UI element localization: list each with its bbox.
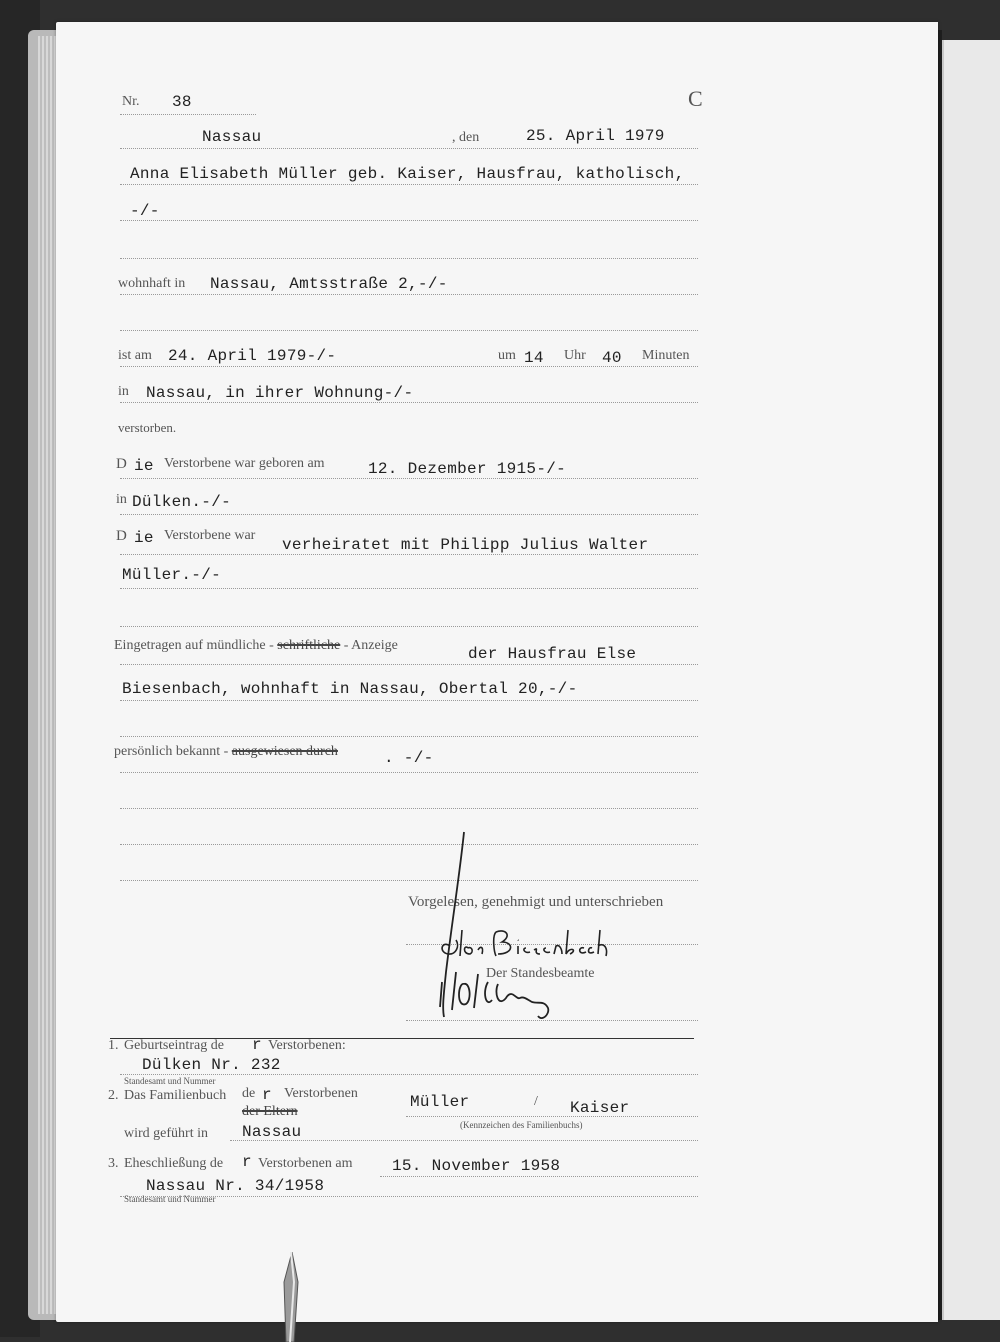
birth-d-label: D [116,456,127,472]
uhr-label: Uhr [564,348,586,363]
marriage-date: 15. November 1958 [392,1157,561,1175]
struck-written: schriftliche [277,638,341,653]
marriage-label: Verstorbene war [164,528,256,543]
footnote1-label-b: Verstorbenen: [268,1038,346,1053]
footnote3-number: 3. [108,1156,119,1171]
stacked-pages [38,36,58,1314]
birth-in-label: in [116,492,127,507]
struck-identified: ausgewiesen durch [231,744,338,759]
read-approved-label: Vorgelesen, genehmigt und unterschrieben [408,894,664,910]
informant-line1: der Hausfrau Else [468,645,637,663]
footnote3-suffix: r [242,1153,252,1171]
pen-icon [278,1252,304,1342]
facing-page [942,40,1000,1320]
footnote2-label: Das Familienbuch [124,1088,227,1103]
den-label: , den [452,130,480,145]
ist-am-label: ist am [118,348,152,363]
footnote2-label-b: Verstorbenen [284,1086,358,1101]
residence-value: Nassau, Amtsstraße 2,-/- [210,275,448,293]
footnote3-sub: Standesamt und Nummer [124,1194,216,1204]
identity-label: persönlich bekannt - ausgewiesen durch [114,744,338,759]
footnote1-number: 1. [108,1038,119,1053]
marital-status: verheiratet mit Philipp Julius Walter [282,536,649,554]
deceased-description: Anna Elisabeth Müller geb. Kaiser, Hausfrau, katholisch, [130,165,685,183]
marriage-d-suffix: ie [134,529,154,547]
entry-number: 38 [172,93,192,111]
place-value: Nassau [202,128,262,146]
register-letter: C [688,86,703,111]
official-signature [434,832,634,1032]
family-book-place: Nassau [242,1123,302,1141]
deceased-description-cont: -/- [130,202,160,220]
register-page [56,22,938,1322]
footnote1-sub: Standesamt und Nummer [124,1076,216,1086]
footnote2-sub: (Kennzeichen des Familienbuchs) [460,1120,583,1130]
entry-date: 25. April 1979 [526,127,665,145]
birth-date: 12. Dezember 1915-/- [368,460,567,478]
family-book-kept-label: wird geführt in [124,1126,208,1141]
footnote1-label: Geburtseintrag de [124,1038,224,1053]
family-book-name1: Müller [410,1093,470,1111]
death-minute: 40 [602,349,622,367]
death-date: 24. April 1979-/- [168,347,337,365]
um-label: um [498,348,516,363]
footnote2-struck: der Eltern [242,1104,298,1119]
footnote2-de: de [242,1086,256,1101]
footnote2-number: 2. [108,1088,119,1103]
footnote2-suffix: r [262,1086,272,1104]
spouse-name: Müller.-/- [122,566,222,584]
death-hour: 14 [524,349,544,367]
birth-register-entry: Dülken Nr. 232 [142,1056,281,1074]
minuten-label: Minuten [642,348,690,363]
birth-place: Dülken.-/- [132,493,232,511]
marriage-d-label: D [116,528,127,544]
footnote3-label-b: Verstorbenen am [258,1156,353,1171]
informant-line2: Biesenbach, wohnhaft in Nassau, Obertal 20,-/- [122,680,578,698]
birth-label: Verstorbene war geboren am [164,456,325,471]
death-in-label: in [118,384,129,399]
death-place: Nassau, in ihrer Wohnung-/- [146,384,414,402]
marriage-register-entry: Nassau Nr. 34/1958 [146,1177,325,1195]
family-book-slash: / [534,1094,538,1109]
family-book-name2: Kaiser [570,1099,630,1117]
official-label: Der Standesbeamte [486,966,595,981]
birth-d-suffix: ie [134,457,154,475]
footnote3-label: Eheschließung de [124,1156,224,1171]
nr-label: Nr. [122,94,140,109]
verstorben-label: verstorben. [118,420,177,435]
identity-value: . -/- [384,749,434,767]
registration-label: Eingetragen auf mündliche - schriftliche - Anzeige [114,638,398,653]
residence-label: wohnhaft in [118,276,186,291]
footnote1-suffix: r [252,1036,262,1054]
